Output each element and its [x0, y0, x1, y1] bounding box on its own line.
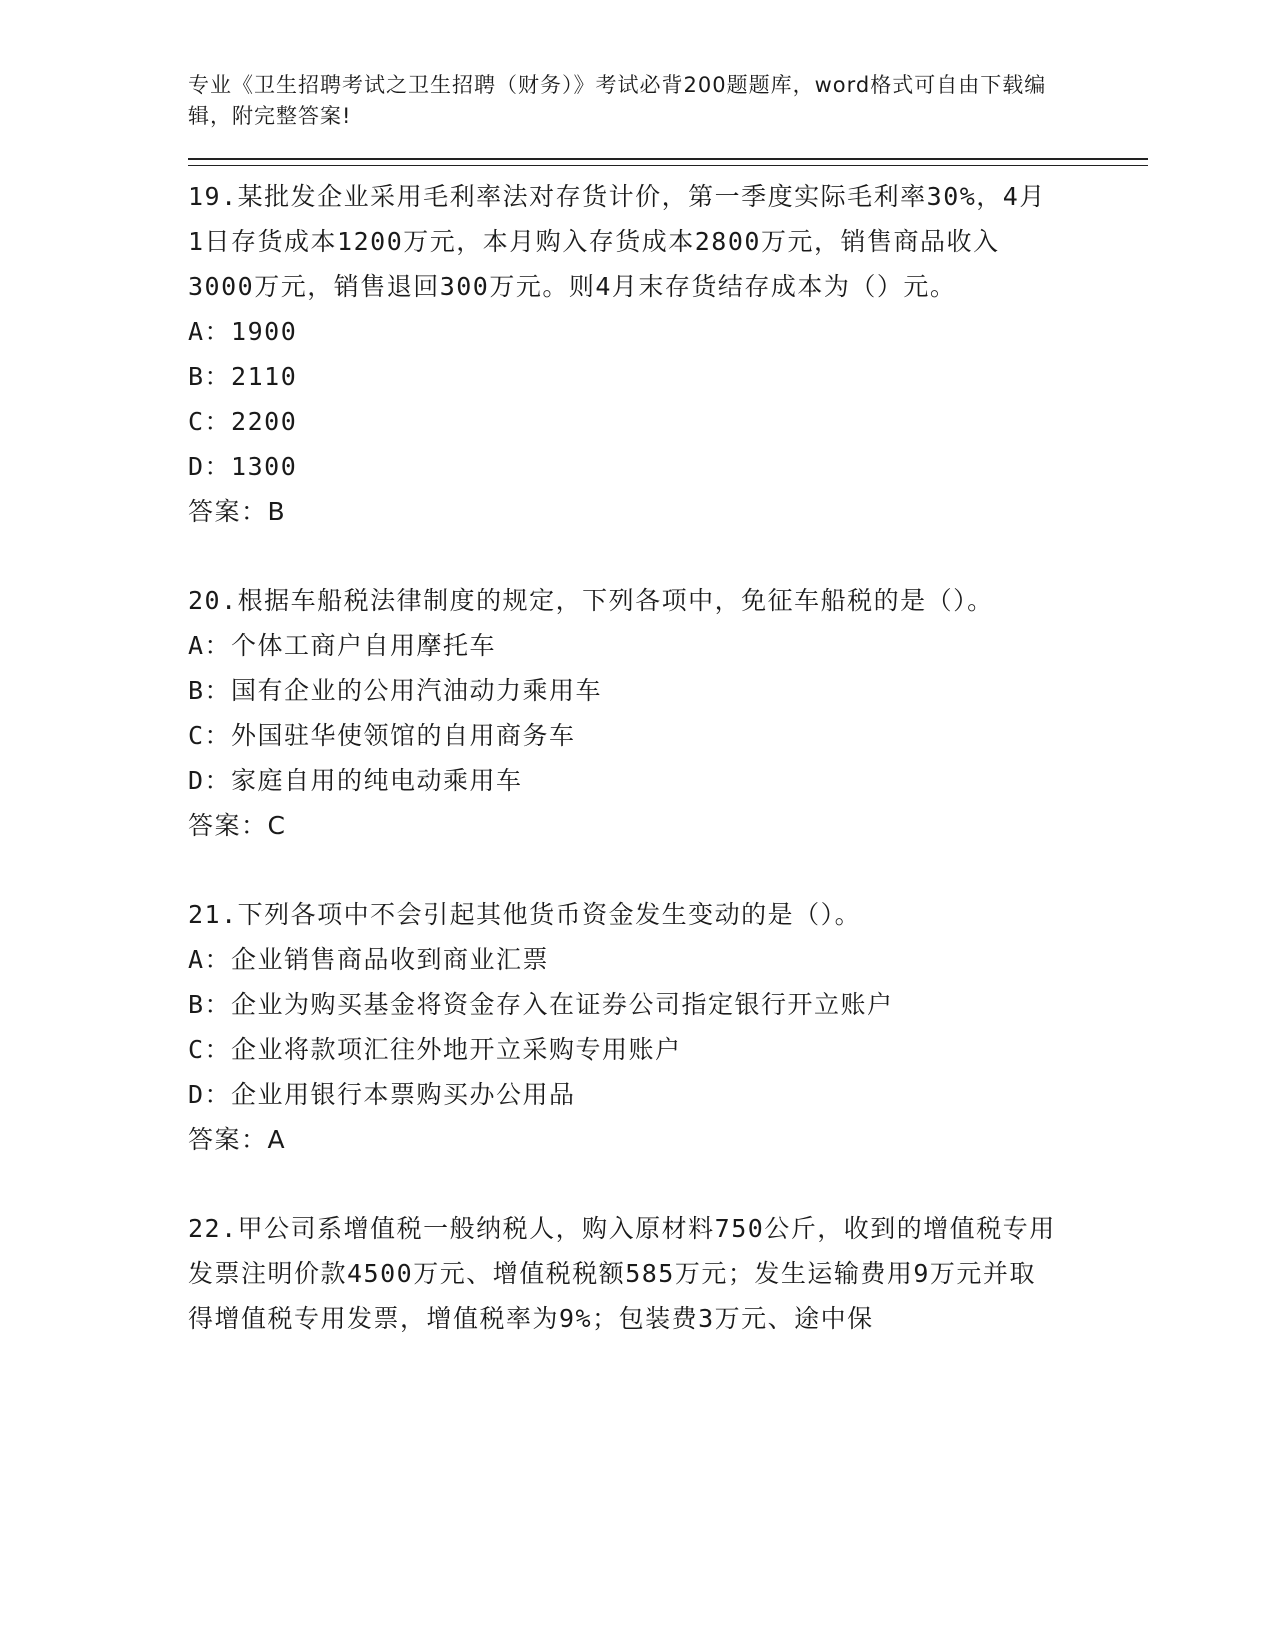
option-b: B：企业为购买基金将资金存入在证券公司指定银行开立账户 [188, 990, 894, 1019]
option-b: B：国有企业的公用汽油动力乘用车 [188, 676, 603, 705]
document-header: 专业《卫生招聘考试之卫生招聘（财务）》考试必背200题题库，word格式可自由下载编辑，附完整答案! [188, 73, 1047, 128]
option-a: A：企业销售商品收到商业汇票 [188, 945, 550, 974]
question-20 [188, 578, 1058, 848]
option-d: D：家庭自用的纯电动乘用车 [188, 766, 523, 795]
option-b: B：2110 [188, 362, 298, 391]
question-stem: 22.甲公司系增值税一般纳税人，购入原材料750公斤，收到的增值税专用发票注明价款4500万元、增值税税额585万元；发生运输费用9万元并取得增值税专用发票，增值税率为9%；包装费3万元、途中保 [188, 1214, 1056, 1333]
answer: 答案：B [188, 497, 287, 526]
header-divider [188, 158, 1148, 166]
option-a: A：1900 [188, 317, 298, 346]
option-d: D：1300 [188, 452, 298, 481]
question-stem: 21.下列各项中不会引起其他货币资金发生变动的是（）。 [188, 900, 862, 929]
question-19 [188, 174, 1058, 534]
question-22 [188, 1206, 1058, 1341]
option-c: C：企业将款项汇往外地开立采购专用账户 [188, 1035, 682, 1064]
option-a: A：个体工商户自用摩托车 [188, 631, 497, 660]
option-d: D：企业用银行本票购买办公用品 [188, 1080, 576, 1109]
answer: 答案：A [188, 1125, 287, 1154]
document-page [188, 70, 1148, 1341]
question-stem: 20.根据车船税法律制度的规定，下列各项中，免征车船税的是（）。 [188, 586, 994, 615]
question-stem: 19.某批发企业采用毛利率法对存货计价，第一季度实际毛利率30%，4月1日存货成本1200万元，本月购入存货成本2800万元，销售商品收入3000万元，销售退回300万元。则4月末存货结存成本为（）元。 [188, 182, 1046, 301]
answer: 答案：C [188, 811, 287, 840]
question-21 [188, 892, 1058, 1162]
option-c: C：外国驻华使领馆的自用商务车 [188, 721, 576, 750]
option-c: C：2200 [188, 407, 298, 436]
